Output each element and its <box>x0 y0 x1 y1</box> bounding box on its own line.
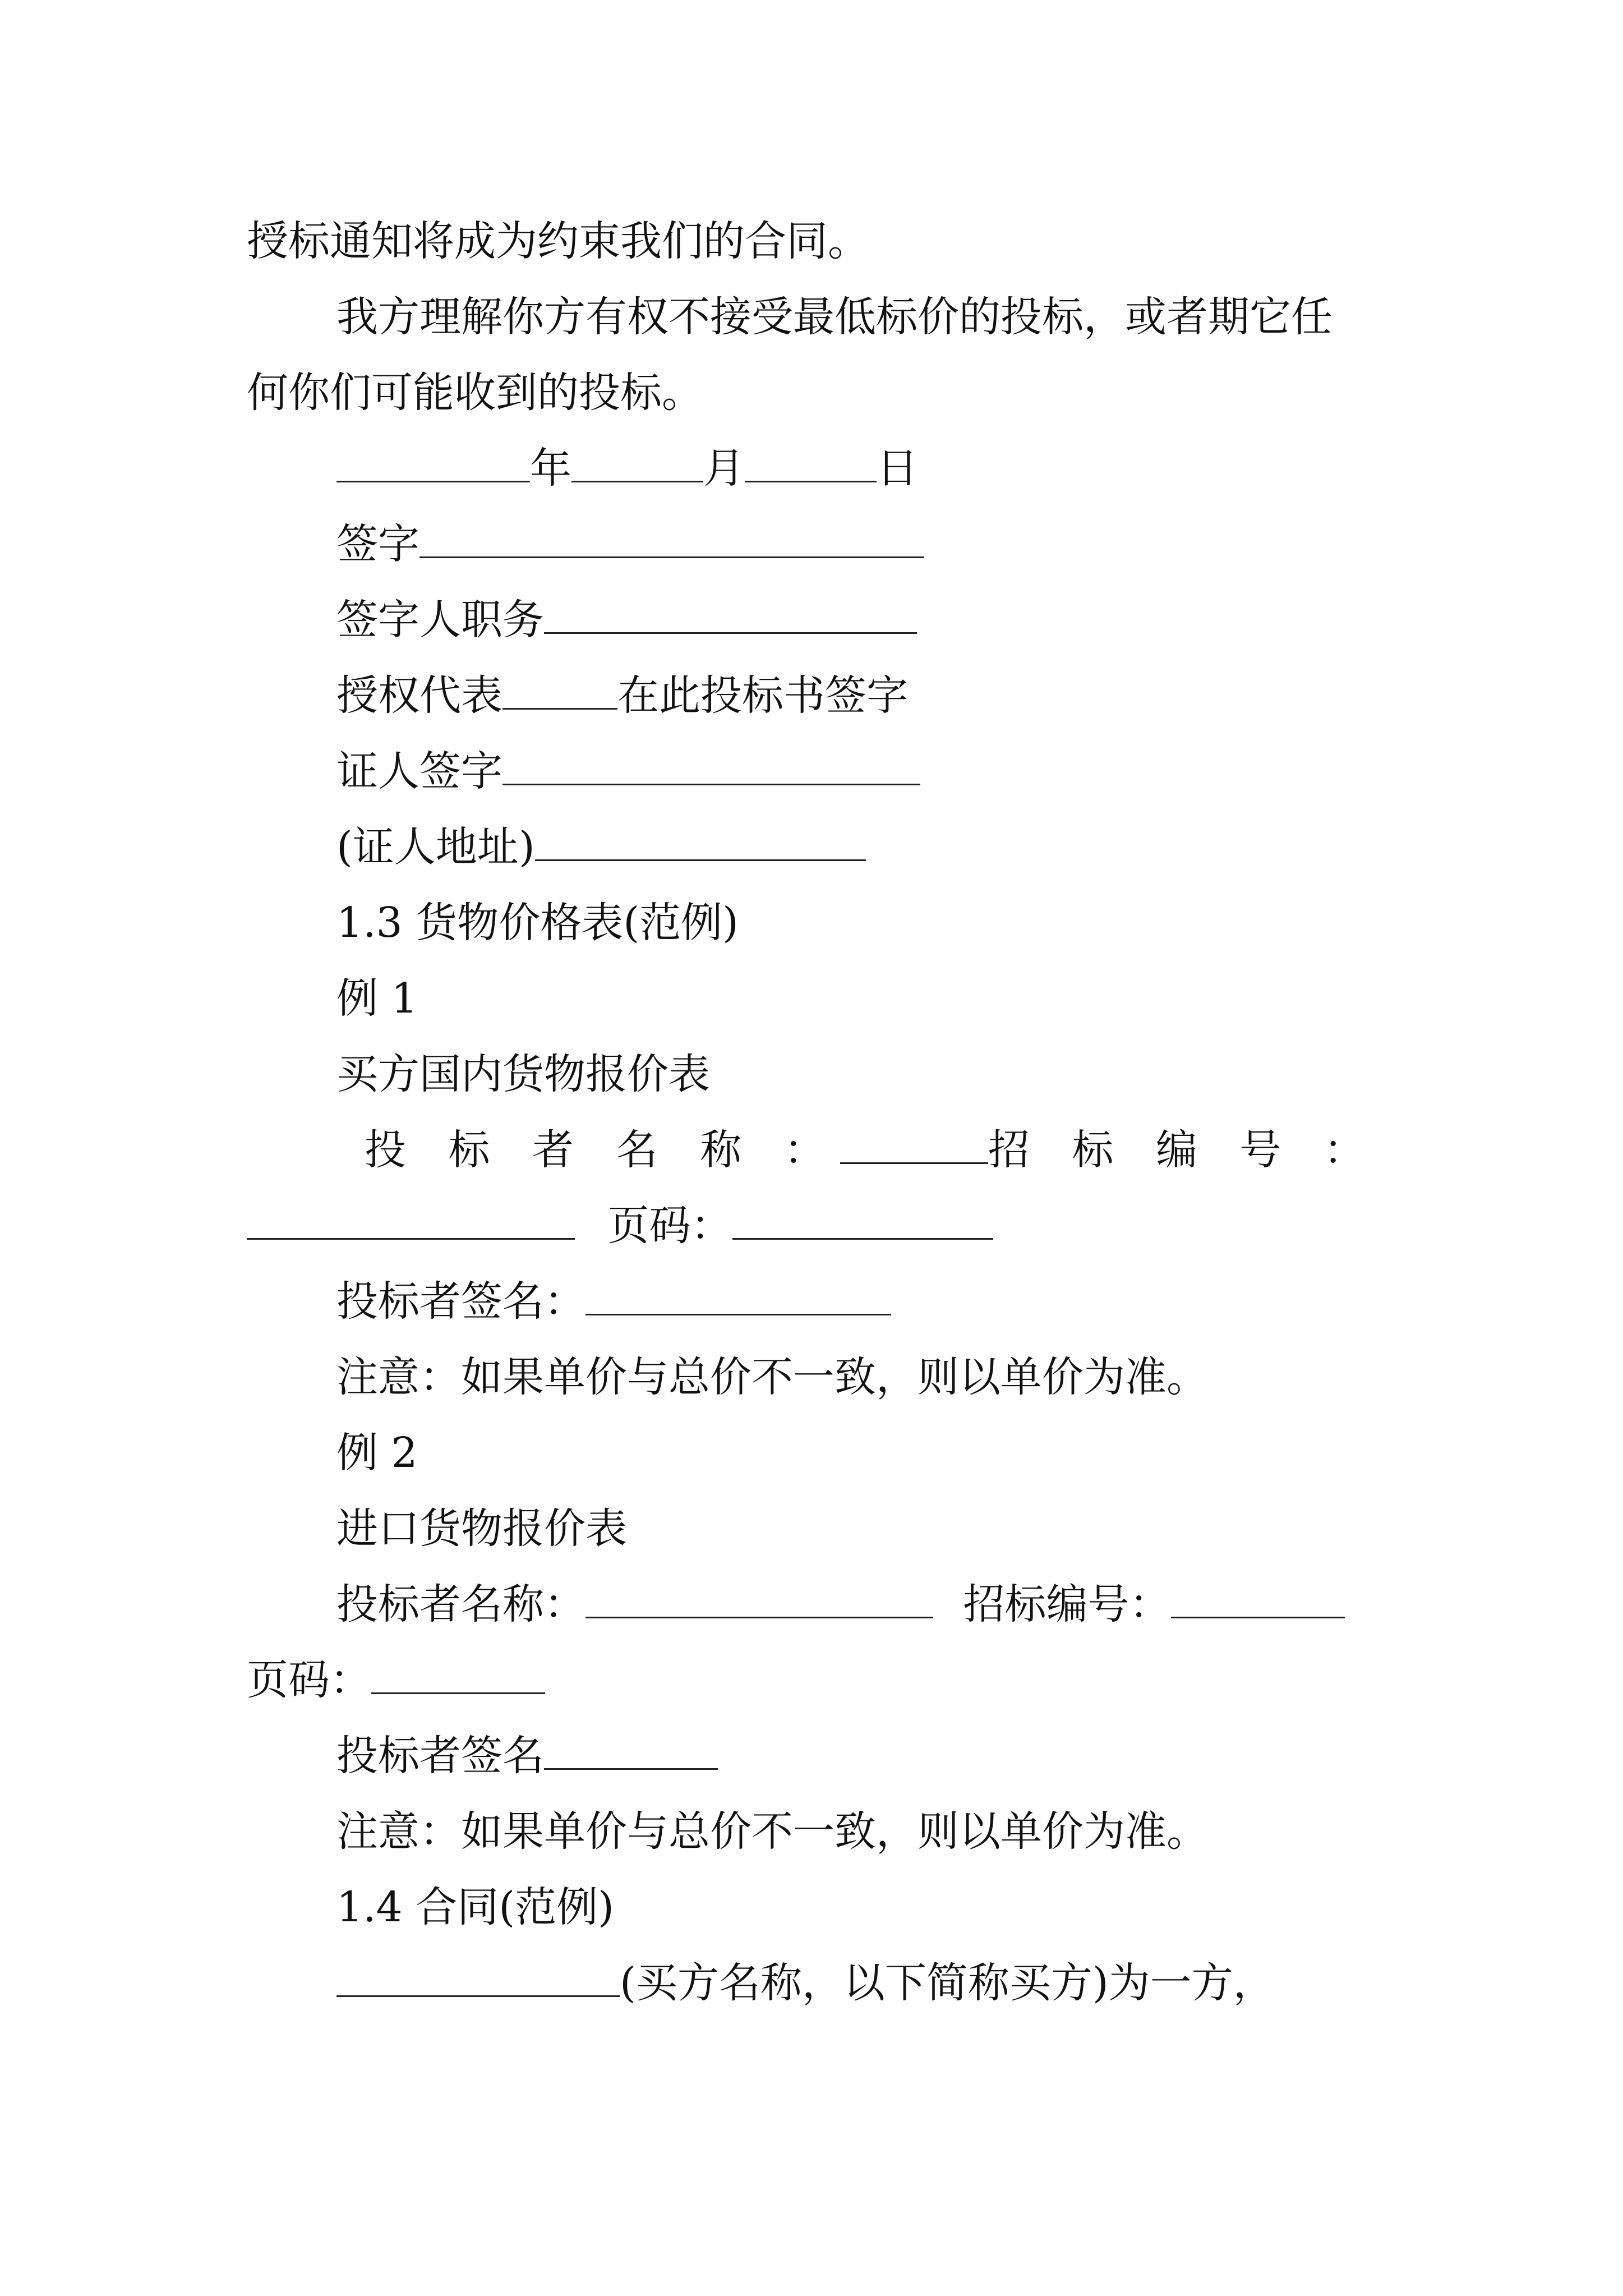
day-blank[interactable] <box>745 441 877 482</box>
page-number-label: 页码： <box>607 1202 732 1250</box>
buyer-party-text: (买方名称，以下简称买方)为一方， <box>620 1959 1275 2007</box>
authorized-rep-line <box>336 668 1380 724</box>
authorized-rep-suffix: 在此投标书签字 <box>617 671 908 720</box>
signer-title-line <box>336 592 1380 648</box>
signature-label: 签字 <box>336 520 419 568</box>
import-page-number-label: 页码： <box>247 1656 371 1704</box>
page-number-line <box>247 1198 1380 1254</box>
paragraph-line: 何你们可能收到的投标。 <box>247 369 703 417</box>
signer-title-label: 签字人职务 <box>336 596 544 644</box>
witness-sign-line <box>336 743 1380 799</box>
year-label: 年 <box>530 444 571 493</box>
witness-sign-label: 证人签字 <box>336 747 502 795</box>
date-line <box>336 440 1380 496</box>
section-heading: 1.3 货物价格表(范例) <box>336 899 739 947</box>
table-title: 进口货物报价表 <box>336 1504 627 1553</box>
signature-line <box>336 516 1380 572</box>
note-line: 注意：如果单价与总价不一致，则以单价为准。 <box>336 1807 1208 1856</box>
example-label: 例 1 <box>336 974 418 1023</box>
buyer-name-blank[interactable] <box>336 1956 620 1997</box>
import-page-number-blank[interactable] <box>371 1653 545 1694</box>
bidder-signature-label: 投标者签名： <box>336 1277 585 1326</box>
paragraph-line: 我方理解你方有权不接受最低标价的投标，或者期它任 <box>336 293 1332 341</box>
signer-title-blank[interactable] <box>544 593 917 634</box>
paragraph-line: 授标通知将成为约束我们的合同。 <box>247 217 869 265</box>
import-bidder-signature-line <box>336 1728 1380 1784</box>
witness-address-label: (证人地址) <box>336 823 535 871</box>
bidder-signature-line <box>336 1273 1380 1329</box>
tender-number-blank[interactable] <box>247 1199 575 1240</box>
day-label: 日 <box>877 444 918 493</box>
witness-sign-blank[interactable] <box>502 744 920 785</box>
contract-party-line <box>336 1955 1380 2011</box>
import-bidder-name-label: 投标者名称： <box>336 1580 585 1628</box>
bidder-signature-blank[interactable] <box>585 1274 891 1315</box>
bidder-name-blank[interactable] <box>840 1123 988 1164</box>
witness-address-line <box>336 819 1380 875</box>
import-bidder-signature-blank[interactable] <box>544 1729 718 1770</box>
import-bidder-name-blank[interactable] <box>585 1577 933 1618</box>
month-blank[interactable] <box>571 441 703 482</box>
table-title: 买方国内货物报价表 <box>336 1050 710 1098</box>
signature-blank[interactable] <box>419 517 924 558</box>
bidder-name-label: 投 标 者 名 称 ： <box>365 1126 840 1174</box>
example-label: 例 2 <box>336 1429 418 1477</box>
witness-address-blank[interactable] <box>535 820 866 861</box>
bidder-tender-line <box>365 1122 1380 1178</box>
page-number-blank[interactable] <box>732 1199 993 1240</box>
note-line: 注意：如果单价与总价不一致，则以单价为准。 <box>336 1353 1208 1401</box>
authorized-rep-blank[interactable] <box>502 669 617 710</box>
import-tender-number-label: 招标编号： <box>963 1580 1171 1628</box>
import-page-number-line <box>247 1652 1380 1708</box>
authorized-rep-label: 授权代表 <box>336 671 502 720</box>
month-label: 月 <box>703 444 745 493</box>
import-tender-number-blank[interactable] <box>1171 1577 1345 1618</box>
tender-number-label: 招 标 编 号 ： <box>988 1126 1380 1174</box>
section-heading: 1.4 合同(范例) <box>336 1883 614 1931</box>
year-blank[interactable] <box>336 441 530 482</box>
import-bidder-tender-line <box>336 1576 1380 1632</box>
import-bidder-signature-label: 投标者签名 <box>336 1732 544 1780</box>
